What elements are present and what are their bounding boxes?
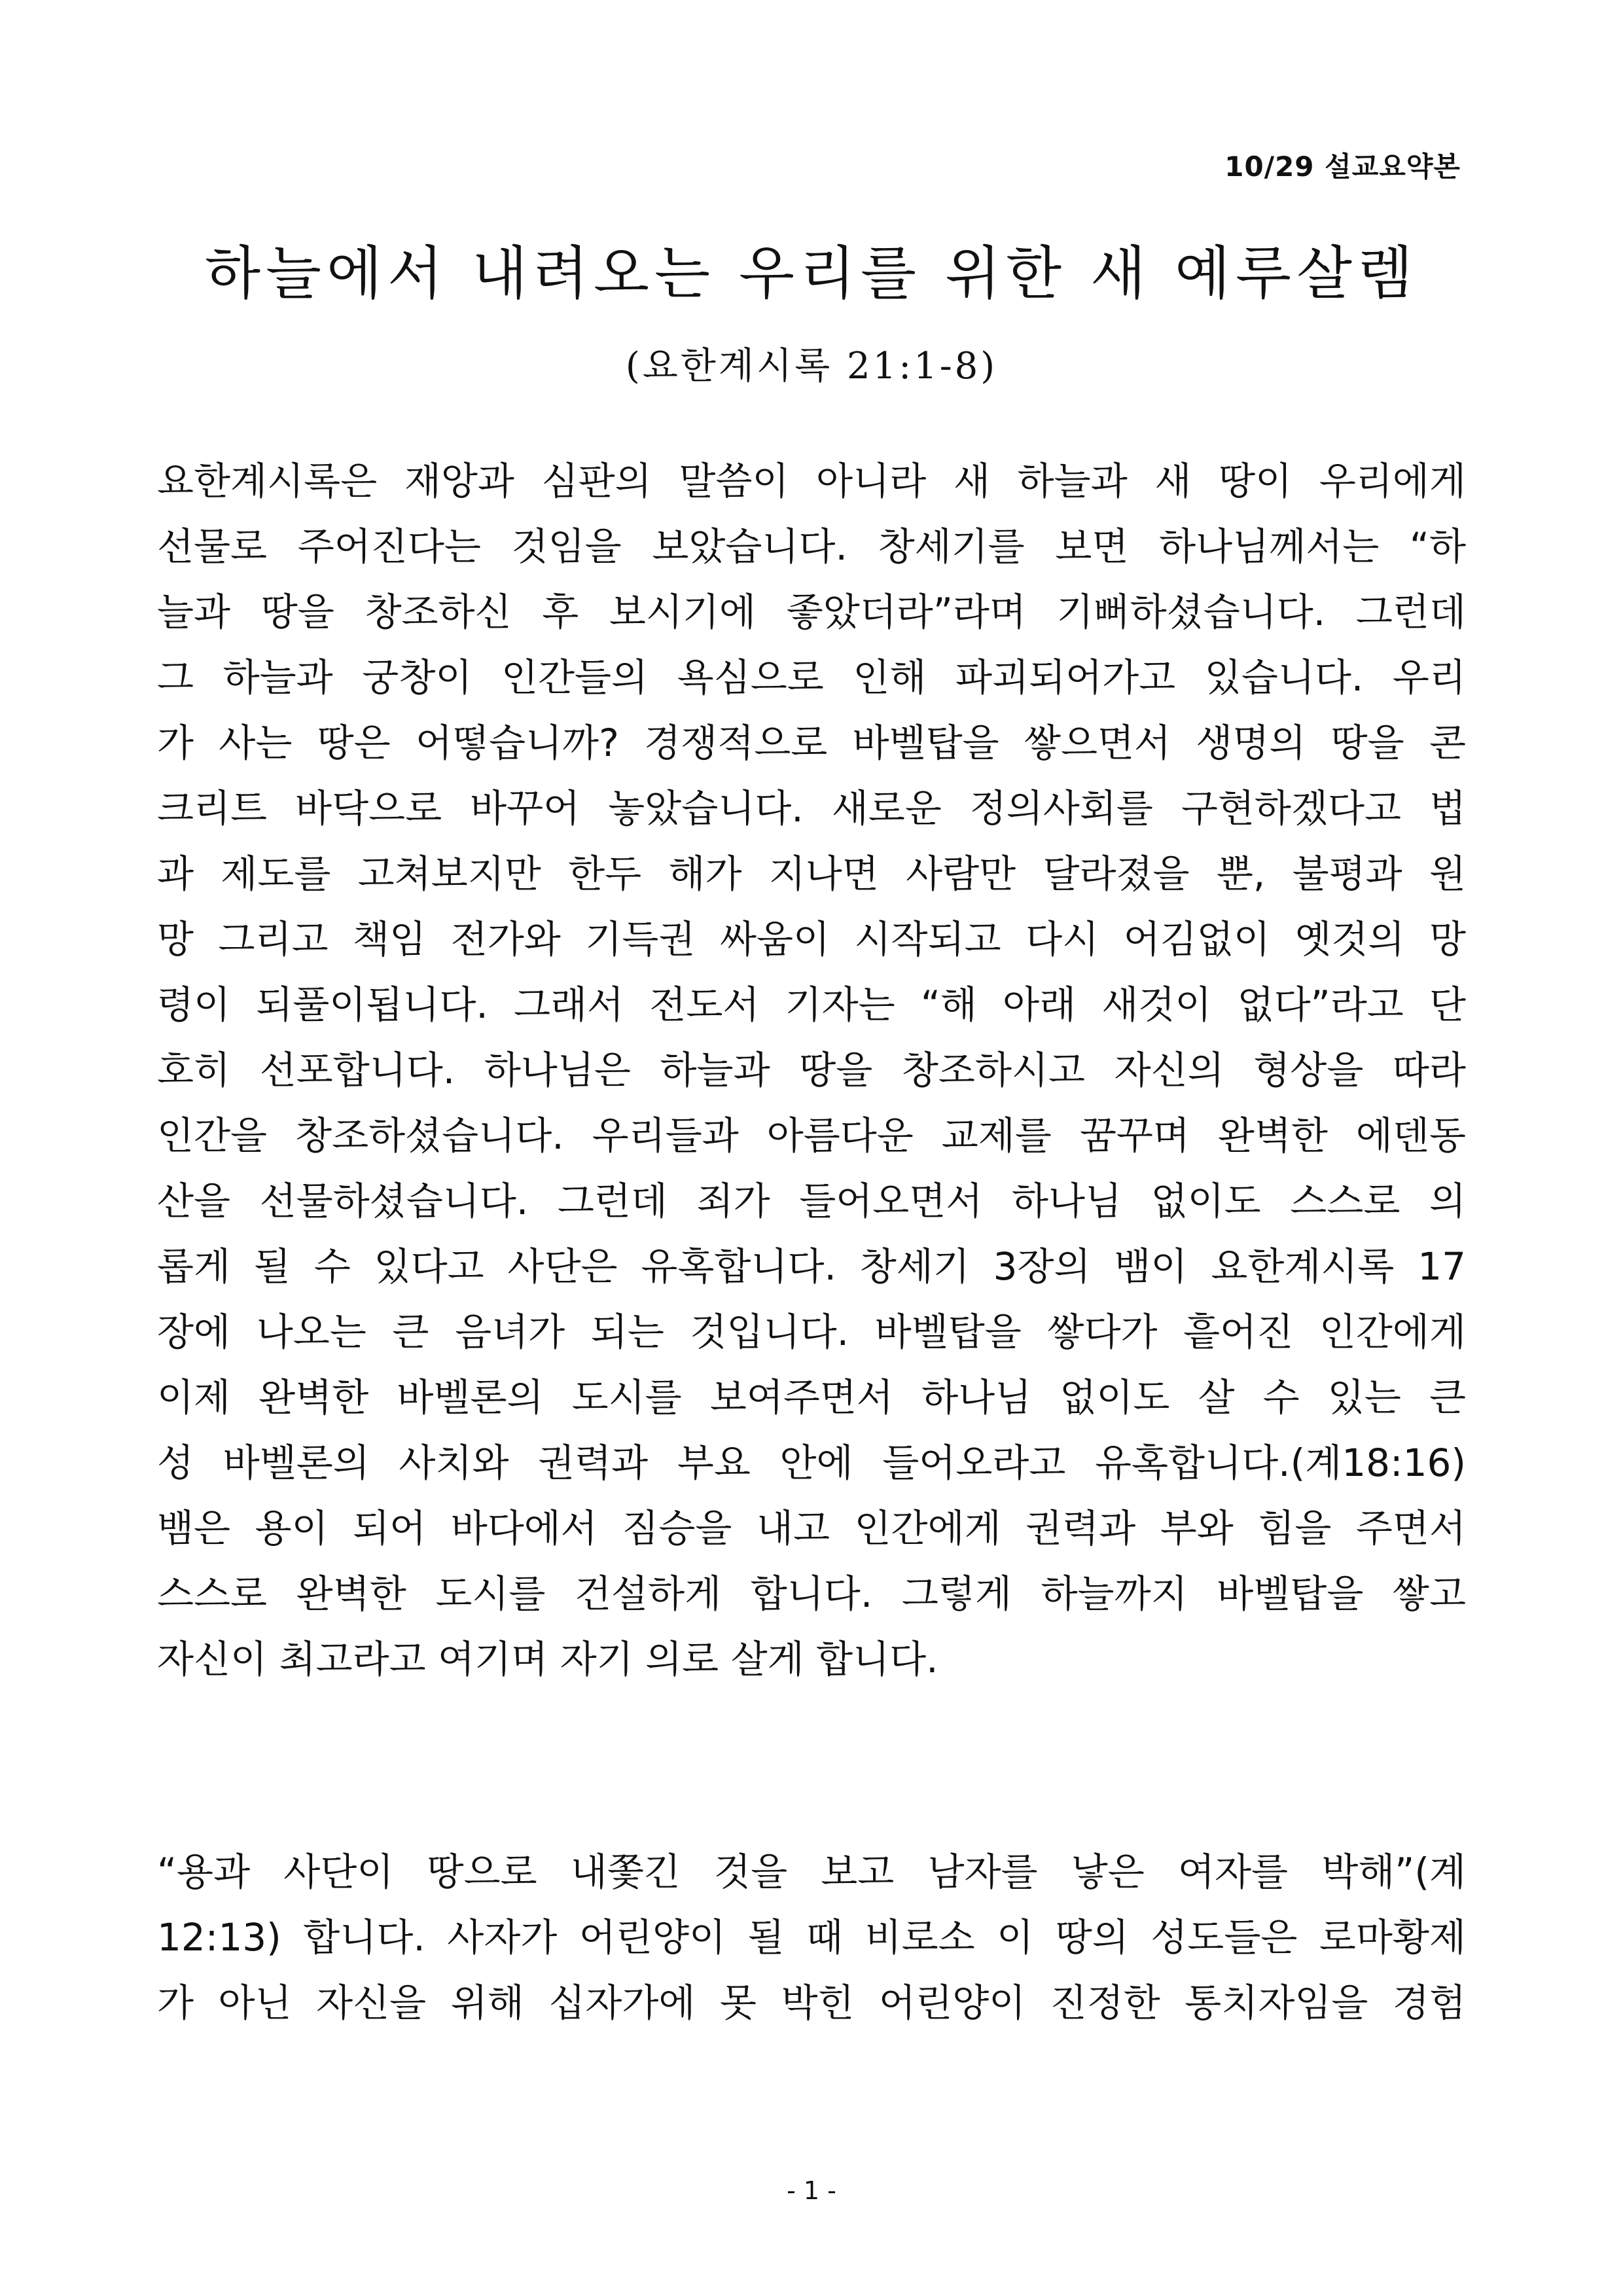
- text-line: 과 제도를 고쳐보지만 한두 해가 지나면 사람만 달라졌을 뿐, 불평과 원: [157, 852, 1466, 896]
- text-line: “용과 사단이 땅으로 내쫓긴 것을 보고 남자를 낳은 여자를 박해”(계: [157, 1850, 1466, 1894]
- page-title: 하늘에서 내려오는 우리를 위한 새 예루살렘: [204, 240, 1418, 307]
- text-line: 롭게 될 수 있다고 사단은 유혹합니다. 창세기 3장의 뱀이 요한계시록 17: [157, 1244, 1466, 1289]
- text-line: 자신이 최고라고 여기며 자기 의로 살게 합니다.: [157, 1637, 938, 1681]
- text-line: 뱀은 용이 되어 바다에서 짐승을 내고 인간에게 권력과 부와 힘을 주면서: [157, 1506, 1466, 1551]
- paragraph-1: [157, 448, 1466, 1692]
- text-line: 늘과 땅을 창조하신 후 보시기에 좋았더라”라며 기뻐하셨습니다. 그런데: [157, 590, 1466, 634]
- text-line: 스스로 완벽한 도시를 건설하게 합니다. 그렇게 하늘까지 바벨탑을 쌓고: [157, 1571, 1466, 1616]
- text-line: 령이 되풀이됩니다. 그래서 전도서 기자는 “해 아래 새것이 없다”라고 단: [157, 982, 1466, 1027]
- text-line: 인간을 창조하셨습니다. 우리들과 아름다운 교제를 꿈꾸며 완벽한 에덴동: [157, 1113, 1466, 1158]
- paragraph-2: [157, 1839, 1466, 2036]
- text-line: 그 하늘과 궁창이 인간들의 욕심으로 인해 파괴되어가고 있습니다. 우리: [157, 655, 1466, 700]
- text-line: 가 사는 땅은 어떻습니까? 경쟁적으로 바벨탑을 쌓으면서 생명의 땅을 콘: [157, 721, 1466, 765]
- text-line: 가 아닌 자신을 위해 십자가에 못 박힌 어린양이 진정한 통치자임을 경험: [157, 1981, 1466, 2025]
- text-line: 요한계시록은 재앙과 심판의 말씀이 아니라 새 하늘과 새 땅이 우리에게: [157, 459, 1466, 503]
- text-line: 망 그리고 책임 전가와 기득권 싸움이 시작되고 다시 어김없이 옛것의 망: [157, 917, 1466, 961]
- text-line: 선물로 주어진다는 것임을 보았습니다. 창세기를 보면 하나님께서는 “하: [157, 524, 1466, 569]
- header-label: 10/29 설교요약본: [1224, 151, 1461, 183]
- text-line: 호히 선포합니다. 하나님은 하늘과 땅을 창조하시고 자신의 형상을 따라: [157, 1048, 1466, 1092]
- text-line: 산을 선물하셨습니다. 그런데 죄가 들어오면서 하나님 없이도 스스로 의: [157, 1179, 1466, 1223]
- text-line: 크리트 바닥으로 바꾸어 놓았습니다. 새로운 정의사회를 구현하겠다고 법: [157, 786, 1466, 831]
- page-number: - 1 -: [787, 2176, 836, 2205]
- text-line: 장에 나오는 큰 음녀가 되는 것입니다. 바벨탑을 쌓다가 흩어진 인간에게: [157, 1310, 1466, 1354]
- text-line: 성 바벨론의 사치와 권력과 부요 안에 들어오라고 유혹합니다.(계18:16): [157, 1441, 1466, 1485]
- scripture-reference: (요한계시록 21:1-8): [625, 345, 998, 387]
- text-line: 이제 완벽한 바벨론의 도시를 보여주면서 하나님 없이도 살 수 있는 큰: [157, 1375, 1466, 1420]
- text-line: 12:13) 합니다. 사자가 어린양이 될 때 비로소 이 땅의 성도들은 로마황제: [157, 1915, 1466, 1960]
